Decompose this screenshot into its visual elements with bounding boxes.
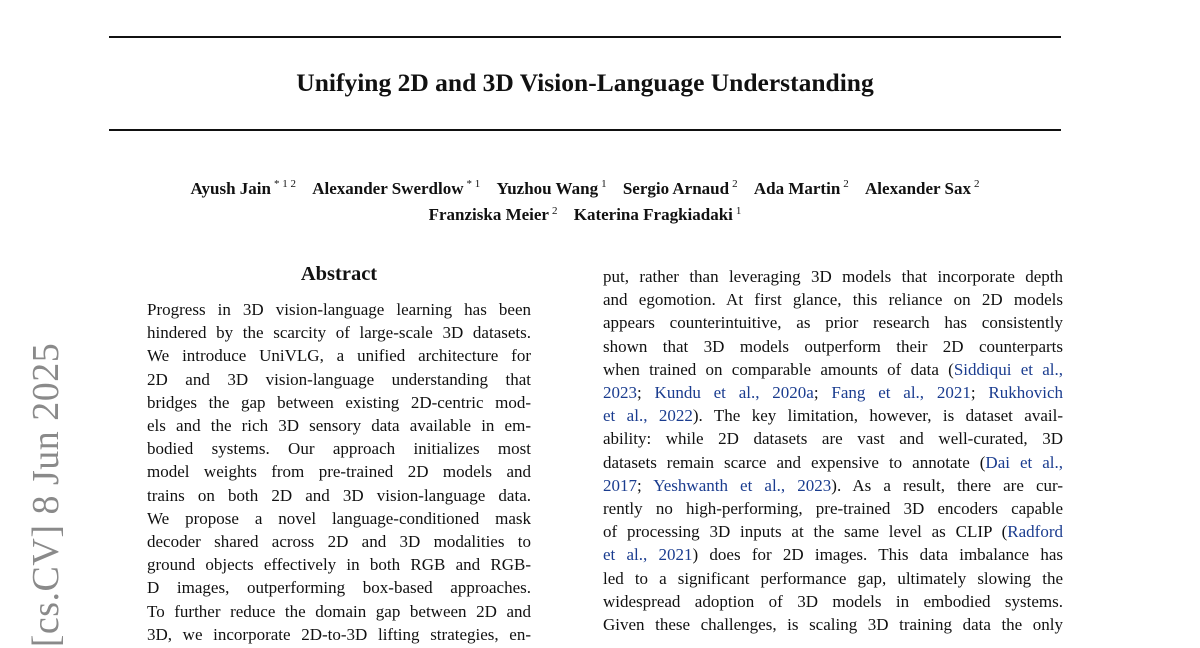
- abstract-column: [147, 260, 531, 646]
- author: Sergio Arnaud $^2$: [622, 178, 738, 198]
- author: Ayush Jain $^{* 1 2}$: [190, 178, 296, 198]
- abstract-line: 3D, we incorporate 2D-to-3D lifting strategies, en-: [147, 624, 531, 644]
- body-line: ability: while 2D datasets are vast and well-curated, 3D: [603, 429, 1063, 449]
- body-line: datasets remain scarce and expensive to annotate (Dai et al.,: [603, 452, 1063, 472]
- body-line: 2017; Yeshwanth et al., 2023). As a result, there are cur-: [603, 475, 1063, 495]
- arxiv-side-stamp: [cs.CV] 8 Jun 2025: [25, 342, 67, 648]
- citation-link[interactable]: et al., 2021: [603, 545, 693, 565]
- body-line: and egomotion. At first glance, this reliance on 2D models: [603, 290, 1063, 310]
- abstract-line: bridges the gap between existing 2D-centric mod-: [147, 392, 531, 412]
- citation-link[interactable]: Yeshwanth et al., 2023: [653, 475, 832, 495]
- abstract-line: Progress in 3D vision-language learning has been: [147, 300, 531, 319]
- abstract-line: We propose a novel language-conditioned mask: [147, 508, 531, 528]
- abstract-heading: Abstract: [300, 263, 378, 285]
- body-line: rently no high-performing, pre-trained 3D encoders capable: [603, 499, 1063, 519]
- body-line: appears counterintuitive, as prior research has consistently: [603, 313, 1063, 333]
- abstract-line: model weights from pre-trained 2D models and: [147, 462, 531, 482]
- body-line: put, rather than leveraging 3D models that incorporate depth: [603, 267, 1063, 286]
- author-list: [109, 173, 1061, 226]
- abstract-line: trains on both 2D and 3D vision-language data.: [147, 485, 531, 505]
- body-line: shown that 3D models outperform their 2D counterparts: [603, 336, 1063, 356]
- author: Katerina Fragkiadaki $^1$: [573, 204, 742, 225]
- citation-link[interactable]: Fang et al., 2021: [831, 383, 971, 403]
- citation-link[interactable]: 2017: [603, 475, 637, 495]
- author: Alexander Swerdlow $^{* 1}$: [312, 178, 481, 198]
- citation-link[interactable]: Kundu et al., 2020a: [654, 383, 814, 403]
- abstract-line: ground objects effectively in both RGB and RGB-: [147, 555, 531, 575]
- citation-link[interactable]: Dai et al.,: [985, 452, 1063, 472]
- body-line: when trained on comparable amounts of data (Siddiqui et al.,: [603, 359, 1063, 379]
- author-line-1: [109, 173, 1061, 200]
- body-line: et al., 2021) does for 2D images. This data imbalance has: [603, 545, 1063, 565]
- abstract-line: decoder shared across 2D and 3D modalities to: [147, 532, 531, 552]
- citation-link[interactable]: 2023: [603, 383, 637, 403]
- abstract-line: D images, outperforming box-based approaches.: [147, 578, 531, 598]
- body-line: Given these challenges, is scaling 3D training data the only: [603, 615, 1063, 635]
- title-top-rule: [109, 36, 1061, 38]
- paper-title: Unifying 2D and 3D Vision-Language Understanding: [296, 68, 874, 97]
- body-line: led to a significant performance gap, ultimately slowing the: [603, 568, 1063, 588]
- abstract-line: 2D and 3D vision-language understanding that: [147, 369, 531, 389]
- citation-link[interactable]: Radford: [1007, 522, 1063, 542]
- author: Ada Martin $^2$: [753, 178, 849, 198]
- body-line: widespread adoption of 3D models in embodied systems.: [603, 591, 1063, 611]
- body-column: [603, 265, 1063, 636]
- body-line: 2023; Kundu et al., 2020a; Fang et al., 2021; Rukhovich: [603, 383, 1064, 403]
- abstract-line: bodied systems. Our approach initializes most: [147, 439, 531, 459]
- abstract-line: We introduce UniVLG, a unified architecture for: [147, 346, 531, 366]
- author-line-2: [109, 200, 1061, 227]
- author: Yuzhou Wang $^1$: [496, 178, 607, 198]
- body-line: et al., 2022). The key limitation, however, is dataset avail-: [603, 406, 1063, 426]
- abstract-line: hindered by the scarcity of large-scale 3D datasets.: [147, 323, 531, 343]
- abstract-line: els and the rich 3D sensory data available in em-: [147, 416, 531, 436]
- author: Franziska Meier $^2$: [428, 204, 558, 225]
- citation-link[interactable]: Siddiqui et al.,: [953, 359, 1063, 379]
- body-line: of processing 3D inputs at the same level as CLIP (Radford: [603, 522, 1063, 542]
- citation-link[interactable]: Rukhovich: [988, 383, 1064, 403]
- abstract-text: [147, 298, 531, 646]
- citation-link[interactable]: et al., 2022: [603, 406, 693, 426]
- author: Alexander Sax $^2$: [865, 178, 980, 198]
- abstract-line: To further reduce the domain gap between 2D and: [147, 601, 531, 621]
- title-bottom-rule: [109, 129, 1061, 131]
